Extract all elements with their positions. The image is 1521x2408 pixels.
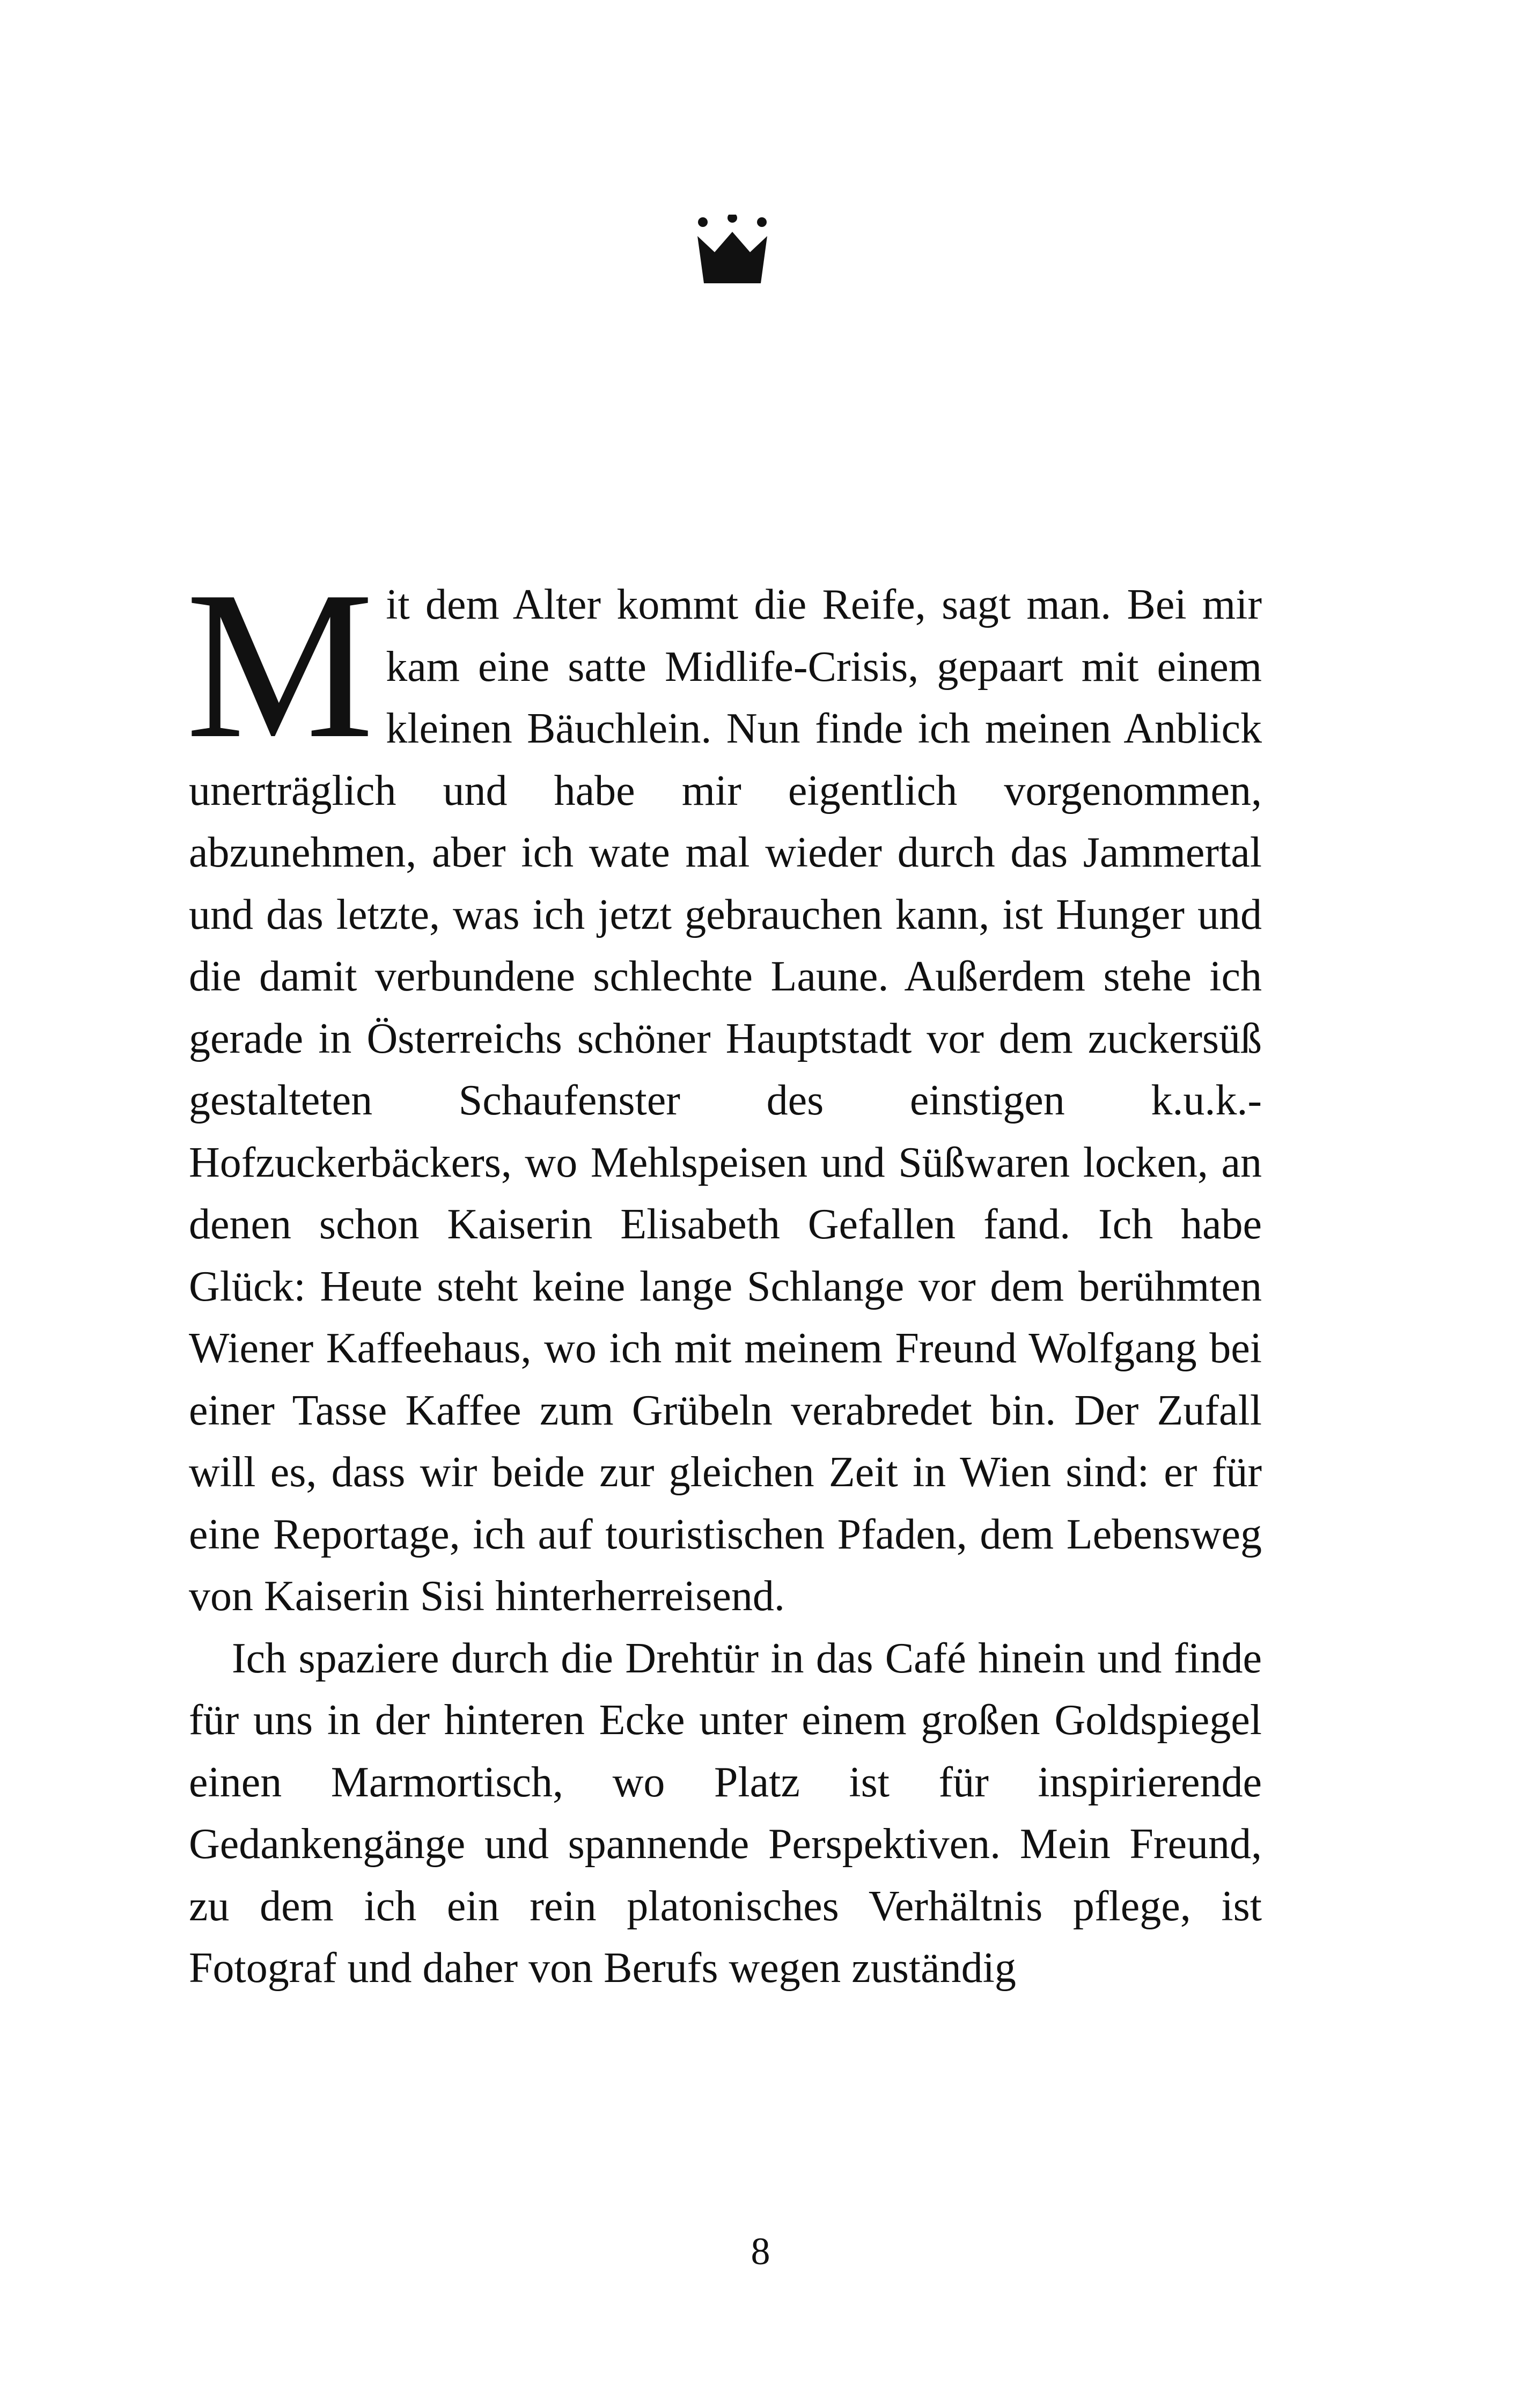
drop-cap: M <box>186 548 374 782</box>
paragraph-opening-text: it dem Alter kommt die Reife, sagt man. Bei mir kam eine satte Midlife-Crisis, gepaart mit einem kleinen Bäuchlein. Nun finde ich meinen Anblick unerträglich und habe mir eigentlich vorgenommen, abzunehmen, aber ich wate mal wieder durch das Jammertal und das letzte, was ich jetzt gebrauchen kann, ist Hunger und die damit verbundene schlechte Laune. Außerdem stehe ich gerade in Österreichs schöner Hauptstadt vor dem zuckersüß gestalteten Schaufenster des einstigen k.u.k.-Hofzuckerbäckers, wo Mehlspeisen und Süßwaren locken, an denen schon Kaiserin Elisabeth Gefallen fand. Ich habe Glück: Heute steht keine lange Schlange vor dem berühmten Wiener Kaffeehaus, wo ich mit meinem Freund Wolfgang bei einer Tasse Kaffee zum Grübeln verabredet bin. Der Zufall will es, dass wir beide zur gleichen Zeit in Wien sind: er für eine Reportage, ich auf touristischen Pfaden, dem Lebensweg von Kaiserin Sisi hinterherreisend. <box>189 581 1262 1620</box>
body-text <box>186 548 1262 2000</box>
paragraph-opening <box>186 548 1262 1628</box>
paragraph-second: Ich spaziere durch die Drehtür in das Café hinein und finde für uns in der hinteren Ecke unter einem großen Goldspiegel einen Marmortisch, wo Platz ist für inspirierende Gedankengänge und spannende Perspektiven. Mein Freund, zu dem ich ein rein platonisches Verhältnis pflege, ist Fotograf und daher von Berufs wegen zuständig <box>189 1634 1262 1992</box>
crown-icon <box>692 215 773 290</box>
page-number: 8 <box>751 2230 770 2273</box>
